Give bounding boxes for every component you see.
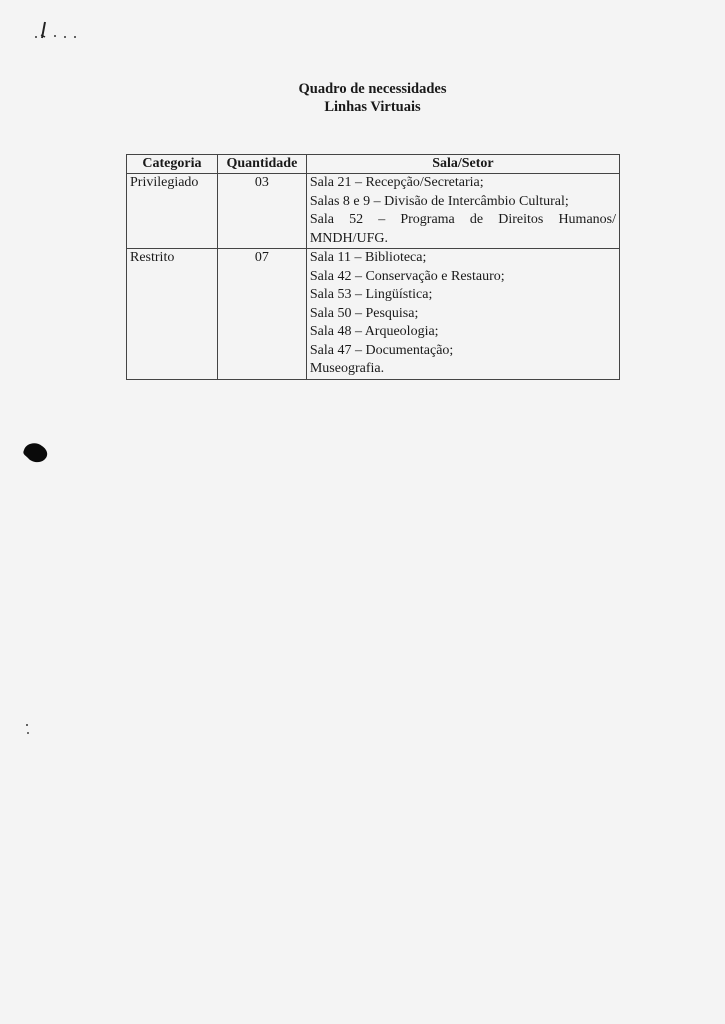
header-quantidade: Quantidade xyxy=(217,155,306,174)
cell-quantidade: 03 xyxy=(217,174,306,249)
sala-item: Sala 48 – Arqueologia; xyxy=(309,324,439,339)
scan-speck xyxy=(24,722,30,736)
ink-blot xyxy=(22,440,50,464)
sala-item: Museografia. xyxy=(309,361,385,376)
document-title: Quadro de necessidades xyxy=(298,81,447,97)
sala-item: Salas 8 e 9 – Divisão de Intercâmbio Cultural; xyxy=(309,193,569,209)
cell-salas xyxy=(306,249,619,380)
cell-categoria: Privilegiado xyxy=(127,174,218,249)
sala-item: Sala 52 – Programa de Direitos Humanos/ xyxy=(309,212,616,227)
cell-salas xyxy=(306,174,619,249)
scan-mark xyxy=(33,18,93,40)
sala-item: Sala 42 – Conservação e Restauro; xyxy=(309,268,505,284)
sala-item: Sala 50 – Pesquisa; xyxy=(309,305,419,321)
sala-item: Sala 21 – Recepção/Secretaria; xyxy=(309,175,484,190)
sala-item: Sala 47 – Documentação; xyxy=(309,342,454,358)
header-categoria: Categoria xyxy=(127,155,218,174)
needs-table xyxy=(126,154,620,380)
header-sala-setor: Sala/Setor xyxy=(306,155,619,174)
table-row xyxy=(127,249,620,380)
document-subtitle: Linhas Virtuais xyxy=(324,99,421,115)
table-header-row xyxy=(127,155,620,174)
sala-item: MNDH/UFG. xyxy=(309,230,389,246)
cell-quantidade: 07 xyxy=(217,249,306,380)
sala-item: Sala 53 – Lingüística; xyxy=(309,287,433,302)
table-row xyxy=(127,174,620,249)
sala-item: Sala 11 – Biblioteca; xyxy=(309,250,427,265)
cell-categoria: Restrito xyxy=(127,249,218,380)
